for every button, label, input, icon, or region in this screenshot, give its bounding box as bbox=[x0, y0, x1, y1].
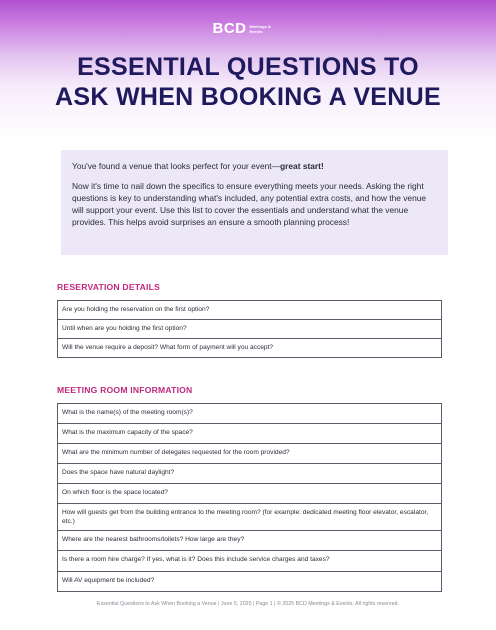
section-heading-reservation: RESERVATION DETAILS bbox=[57, 282, 160, 292]
question-row: What is the maximum capacity of the space? bbox=[58, 423, 441, 443]
question-row: On which floor is the space located? bbox=[58, 483, 441, 503]
intro-body: Now it's time to nail down the specifics to ensure everything meets your needs. Asking the right questions is key to understanding what's included, any potential extra costs, and how the venue will support your event. Use this list to cover the essentials and understand what the venue provides. This helps avoid surprises an ensure a smooth planning process! bbox=[72, 181, 427, 227]
intro-box bbox=[61, 150, 448, 255]
question-row: Until when are you holding the first option? bbox=[58, 319, 441, 338]
question-row: Are you holding the reservation on the first option? bbox=[62, 306, 210, 313]
title-line-1: ESSENTIAL QUESTIONS TO bbox=[77, 53, 419, 81]
company-logo bbox=[0, 20, 496, 37]
intro-lead-text: You've found a venue that looks perfect for your event— bbox=[72, 161, 281, 171]
meeting-room-table bbox=[57, 403, 442, 592]
question-row: Where are the nearest bathrooms/toilets? How large are they? bbox=[58, 530, 441, 550]
logo-mark: BCD bbox=[212, 20, 247, 37]
reservation-table bbox=[57, 300, 442, 358]
title-line-2: ASK WHEN BOOKING A VENUE bbox=[55, 83, 441, 111]
question-row: Is there a room hire charge? If yes, what is it? Does this include service charges and taxes? bbox=[58, 550, 441, 571]
question-row: What are the minimum number of delegates requested for the room provided? bbox=[58, 443, 441, 463]
page-footer: Essential Questions to Ask When Booking a Venue | June 5, 2025 | Page 1 | © 2025 BCD Meetings & Events. All rights reserved. bbox=[97, 601, 399, 607]
logo-subtitle: Meetings & Events bbox=[249, 23, 271, 34]
page-title bbox=[0, 52, 496, 112]
question-row: Does the space have natural daylight? bbox=[58, 463, 441, 483]
question-row: How will guests get from the building entrance to the meeting room? (for example: dedicated meeting floor elevator, escalator, etc.) bbox=[58, 503, 441, 530]
question-row: What is the name(s) of the meeting room(s)? bbox=[62, 409, 193, 416]
intro-lead bbox=[72, 160, 438, 172]
question-row: Will AV equipment be included? bbox=[58, 571, 441, 591]
intro-lead-bold: great start! bbox=[280, 161, 324, 171]
section-heading-meeting-room: MEETING ROOM INFORMATION bbox=[57, 385, 193, 395]
question-row: Will the venue require a deposit? What form of payment will you accept? bbox=[58, 338, 441, 357]
